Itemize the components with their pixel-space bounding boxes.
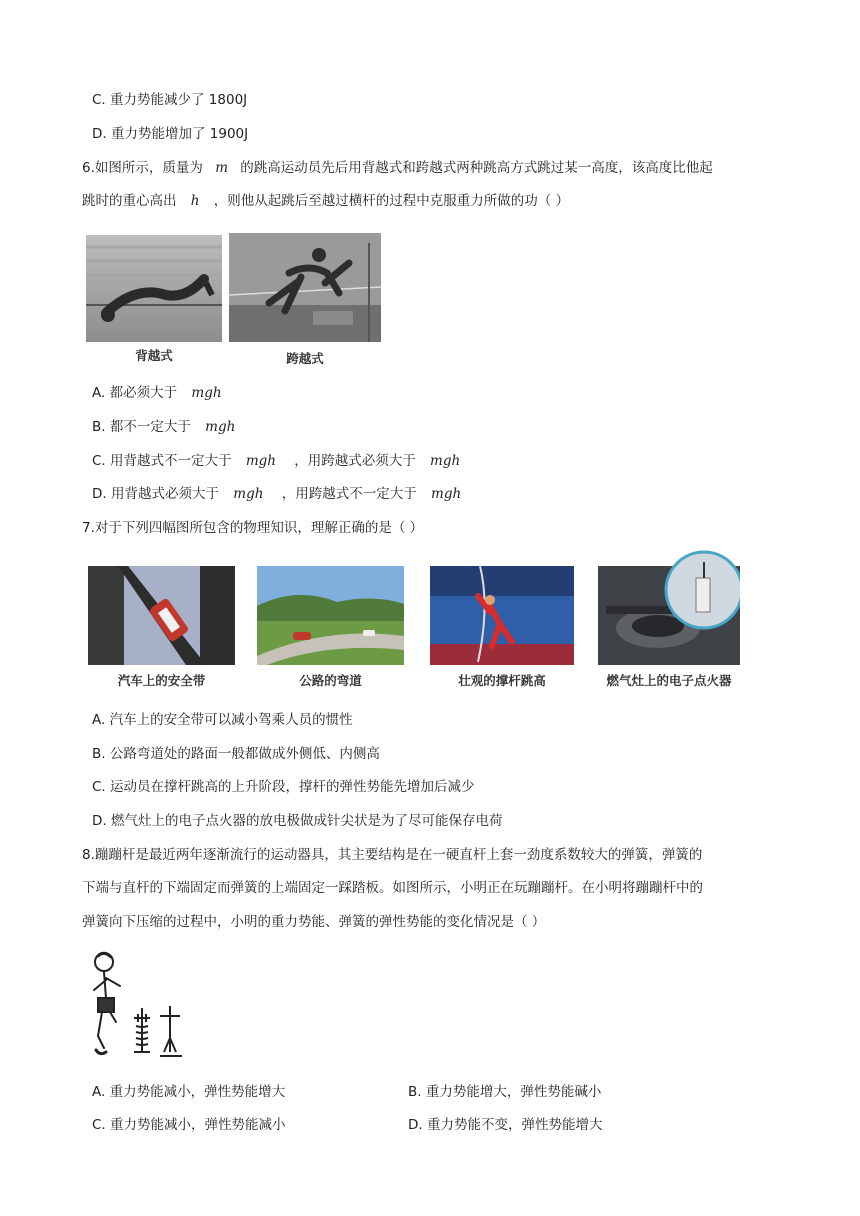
- seatbelt-photo: [88, 566, 235, 665]
- q6-expr-mgh: mgh: [431, 486, 462, 502]
- fosbury-flop-photo: [86, 235, 222, 342]
- pole-vault-photo: [430, 566, 574, 665]
- q8-option-b: B. 重力势能增大，弹性势能碱小: [408, 1084, 602, 1100]
- fosbury-flop-caption: 背越式: [135, 348, 173, 363]
- straddle-jump-photo: [229, 233, 381, 342]
- road-curve-caption: 公路的弯道: [299, 673, 362, 688]
- q8-option-c: C. 重力势能减小，弹性势能减小: [92, 1117, 286, 1133]
- q6-stem-line-1: [82, 158, 713, 178]
- q6-expr-mgh: mgh: [205, 419, 236, 435]
- q7-option-a: A. 汽车上的安全带可以减小驾乘人员的惯性: [92, 712, 353, 728]
- q8-stem-line-1: 8.蹦蹦杆是最近两年逐渐流行的运动器具，其主要结构是在一硬直杆上套一劲度系数较大的弹簧，弹簧的: [82, 847, 703, 863]
- q6-stem-text: 跳时的重心高出: [82, 193, 177, 209]
- q6-stem-text: 6.如图所示，质量为: [82, 160, 203, 176]
- q6-stem-text: 的跳高运动员先后用背越式和跨越式两种跳高方式跳过某一高度，该高度比他起: [240, 160, 713, 176]
- q6-option-d-text: ，用跨越式不一定大于: [281, 486, 417, 502]
- q6-expr-mgh: mgh: [233, 486, 264, 502]
- q6-variable-m: m: [215, 160, 228, 176]
- q6-stem-text: ，则他从起跳后至越过横杆的过程中克服重力所做的功（ ）: [213, 193, 570, 209]
- q6-expr-mgh: mgh: [430, 453, 461, 469]
- q6-option-c: [92, 451, 460, 471]
- q6-option-d: [92, 484, 461, 504]
- q6-option-b: [92, 417, 235, 437]
- q6-expr-mgh: mgh: [191, 385, 222, 401]
- q8-stem-line-2: 下端与直杆的下端固定而弹簧的上端固定一踩踏板。如图所示，小明正在玩蹦蹦杆。在小明将蹦蹦杆中的: [82, 880, 703, 896]
- q8-stem-line-3: 弹簧向下压缩的过程中，小明的重力势能、弹簧的弹性势能的变化情况是（ ）: [82, 914, 546, 930]
- q7-stem: 7.对于下列四幅图所包含的物理知识，理解正确的是（ ）: [82, 520, 424, 536]
- q6-stem-line-2: [82, 191, 569, 211]
- q6-option-a-text: A. 都必须大于: [92, 385, 178, 401]
- road-curve-photo: [257, 566, 404, 665]
- q6-option-c-text: C. 用背越式不一定大于: [92, 453, 232, 469]
- q8-option-d: D. 重力势能不变，弹性势能增大: [408, 1117, 603, 1133]
- gas-stove-igniter-caption: 燃气灶上的电子点火器: [606, 673, 732, 688]
- seatbelt-caption: 汽车上的安全带: [117, 673, 206, 688]
- q6-expr-mgh: mgh: [245, 453, 276, 469]
- q7-option-d: D. 燃气灶上的电子点火器的放电极做成针尖状是为了尽可能保存电荷: [92, 813, 503, 829]
- q5-option-d: D. 重力势能增加了 1900J: [92, 126, 249, 142]
- q6-option-a: [92, 383, 222, 403]
- gas-stove-igniter-photo: [598, 548, 740, 665]
- q5-option-c: C. 重力势能减少了 1800J: [92, 92, 248, 108]
- q6-option-b-text: B. 都不一定大于: [92, 419, 191, 435]
- q6-variable-h: h: [190, 193, 200, 209]
- pole-vault-caption: 壮观的撑杆跳高: [458, 673, 546, 688]
- pogo-stick-boy-drawing: [84, 948, 188, 1066]
- q7-option-c: C. 运动员在撑杆跳高的上升阶段，撑杆的弹性势能先增加后减少: [92, 779, 475, 795]
- q7-option-b: B. 公路弯道处的路面一般都做成外侧低、内侧高: [92, 746, 380, 762]
- q6-option-c-text: ，用跨越式必须大于: [294, 453, 416, 469]
- q8-option-a: A. 重力势能减小，弹性势能增大: [92, 1084, 286, 1100]
- q6-option-d-text: D. 用背越式必须大于: [92, 486, 219, 502]
- straddle-jump-caption: 跨越式: [286, 351, 324, 366]
